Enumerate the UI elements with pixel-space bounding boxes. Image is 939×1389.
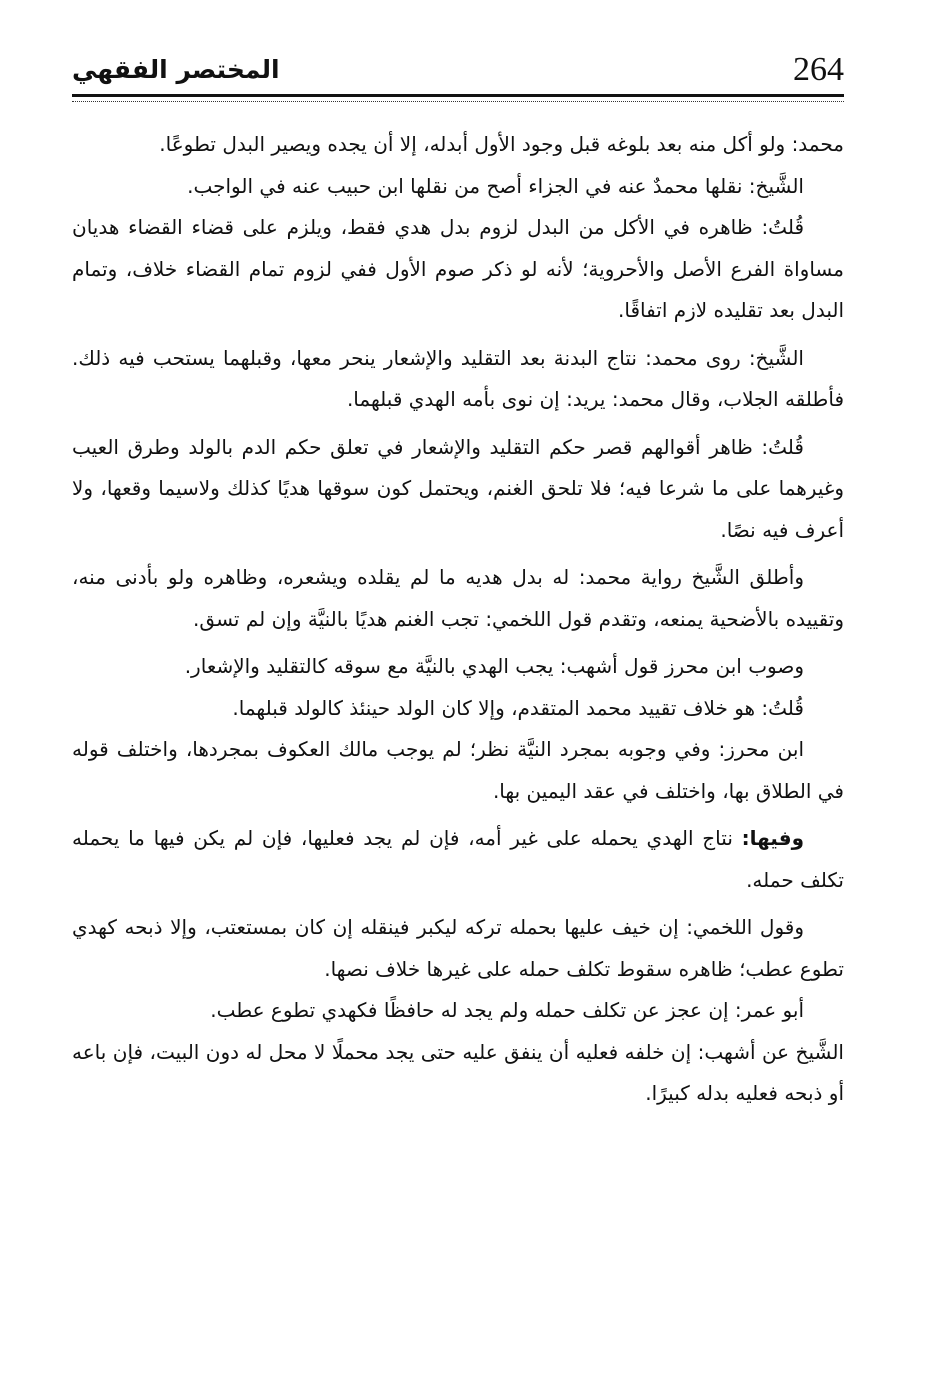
header-rule: [72, 94, 844, 97]
paragraph-text: وقول اللخمي: إن خيف عليها بحمله تركه ليكبر فينقله إن كان بمستعتب، وإلا ذبحه كهدي تطوع عطب؛ ظاهره سقوط تكلف حمله على غيرها خلاف نصها.: [72, 915, 844, 981]
paragraph-text: قُلتُ: ظاهر أقوالهم قصر حكم التقليد والإشعار في تعلق حكم الدم بالولد وطرق العيب وغيرهما على ما شرعا فيه؛ فلا تلحق الغنم، ويحتمل كون سوقها هديًا كذلك ولاسيما وقعها، ولا أعرف فيه نصًا.: [72, 434, 844, 542]
paragraph: [72, 557, 844, 640]
page-header: [72, 48, 844, 92]
paragraph-text: أبو عمر: إن عجز عن تكلف حمله ولم يجد له حافظًا فكهدي تطوع عطب.: [210, 998, 804, 1022]
paragraph-text: ابن محرز: وفي وجوبه بمجرد النيَّة نظر؛ لم يوجب مالك العكوف بمجردها، واختلف قوله في الطلاق بها، واختلف في عقد اليمين بها.: [72, 737, 844, 803]
paragraph-text: وصوب ابن محرز قول أشهب: يجب الهدي بالنيَّة مع سوقه كالتقليد والإشعار.: [184, 654, 804, 678]
paragraph-text: قُلتُ: ظاهره في الأكل من البدل لزوم بدل هدي فقط، ويلزم على قضاء القضاء هديان مساواة الفرع الأصل والأحروية؛ لأنه لو ذكر صوم الأول ففي لزوم تمام القضاء خلاف، وتمام البدل بعد تقليده لازم اتفاقًا.: [72, 215, 844, 322]
paragraph: [72, 338, 844, 421]
paragraph-text: الشَّيخ عن أشهب: إن خلفه فعليه أن ينفق عليه حتى يجد محملًا لا محل له دون البيت، فإن باعه أو ذبحه فعليه بدله كبيرًا.: [72, 1039, 844, 1105]
paragraph: [72, 688, 844, 730]
paragraph: [72, 166, 844, 208]
paragraph: [72, 207, 844, 332]
book-title: المختصر الفقهي: [72, 55, 280, 84]
paragraph: [72, 907, 844, 990]
paragraph: [72, 818, 844, 901]
paragraph-text: محمد: ولو أكل منه بعد بلوغه قبل وجود الأول أبدله، إلا أن يجده ويصير البدل تطوعًا.: [159, 132, 844, 156]
paragraph-text: الشَّيخ: نقلها محمدٌ عنه في الجزاء أصح من نقلها ابن حبيب عنه في الواجب.: [187, 173, 804, 198]
paragraph: [72, 1032, 844, 1115]
paragraph-lead: وفيها:: [741, 826, 804, 850]
header-rule-dotted: [72, 101, 844, 102]
paragraph: [72, 990, 844, 1032]
paragraph-text: قُلتُ: هو خلاف تقييد محمد المتقدم، وإلا كان الولد حينئذ كالولد قبلهما.: [232, 695, 804, 720]
paragraph: [72, 427, 844, 552]
page-number: 264: [793, 51, 844, 88]
paragraph: [72, 124, 844, 166]
paragraph-text: نتاج الهدي يحمله على غير أمه، فإن لم يجد فعليها، فإن لم يكن فيها ما يحمله تكلف حمله.: [72, 826, 844, 892]
page-body: [72, 124, 844, 1115]
paragraph-text: وأطلق الشَّيخ رواية محمد: له بدل هديه ما لم يقلده ويشعره، وظاهره ولو بأدنى منه، وتقييده بالأضحية يمنعه، وتقدم قول اللخمي: تجب الغنم هديًا بالنيَّة وإن لم تسق.: [72, 565, 844, 631]
paragraph: [72, 729, 844, 812]
paragraph-text: الشَّيخ: روى محمد: نتاج البدنة بعد التقليد والإشعار ينحر معها، وقبلهما يستحب فيه ذلك. فأطلقه الجلاب، وقال محمد: يريد: إن نوى بأمه الهدي قبلهما.: [72, 345, 844, 411]
paragraph: [72, 646, 844, 688]
